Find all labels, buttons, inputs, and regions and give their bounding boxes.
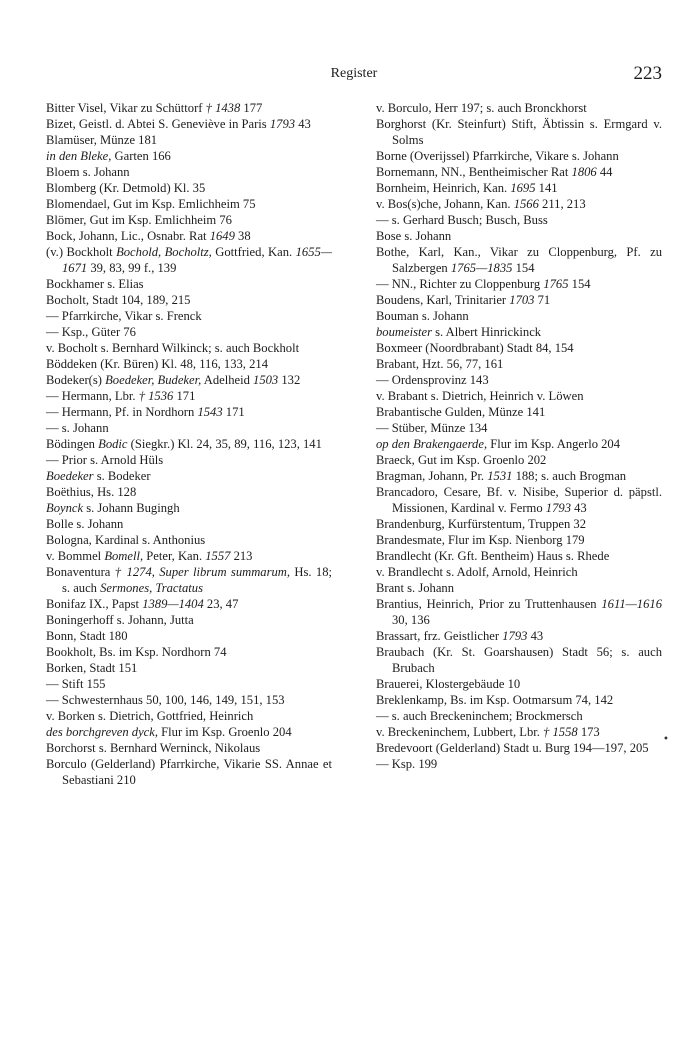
index-entry-italic-text: 1806 [571,165,597,179]
index-entry [46,532,332,548]
index-entry [46,228,332,244]
index-entry-text: Blömer, Gut im Ksp. Emlichheim 76 [46,213,232,227]
index-entry-text: — NN., Richter zu Cloppenburg [376,277,544,291]
index-entry [46,628,332,644]
index-entry-text: Brassart, frz. Geistlicher [376,629,503,643]
index-entry [46,404,332,420]
index-entry [376,452,662,468]
index-entry-text: Bock, Johann, Lic., Osnabr. Rat [46,229,210,243]
index-entry [376,164,662,180]
index-entry [46,724,332,740]
index-entry-text: Blamüser, Münze 181 [46,133,158,147]
index-entry-text: Bouman s. Johann [376,309,469,323]
index-entry-text: — Hermann, Pf. in Nordhorn [46,405,198,419]
index-entry-text: Boningerhoff s. Johann, Jutta [46,613,194,627]
index-entry-text: 171 [173,389,196,403]
index-entry-text: Bitter Visel, Vikar zu Schüttorf [46,101,206,115]
index-entry-text: — Ksp., Güter 76 [46,325,136,339]
index-entry [46,564,332,596]
index-entry-text: — Stift 155 [46,677,106,691]
page-number: 223 [633,63,662,84]
index-entry [376,468,662,484]
index-entry-italic-text: † 1438 [205,101,241,115]
index-entry-text: Borghorst (Kr. Steinfurt) Stift, Äbtissin s. Ermgard v. Solms [376,117,662,147]
index-entry-text: Blomberg (Kr. Detmold) Kl. 35 [46,181,206,195]
index-entry-italic-text: 1566 [513,197,539,211]
index-entry-italic-text: 1389—1404 [142,597,204,611]
index-entry-text: Blomendael, Gut im Ksp. Emlichheim 75 [46,197,256,211]
index-entry-text: Boudens, Karl, Trinitarier [376,293,510,307]
index-entry-italic-text: boumeister [376,325,432,339]
index-entry [376,756,662,772]
index-column-left [46,100,332,788]
index-entry [46,164,332,180]
index-entry-text: Brant s. Johann [376,581,455,595]
index-entry-text: v. Bocholt s. Bernhard Wilkinck; s. auch Bockholt [46,341,300,355]
index-entry-text: Böddeken (Kr. Büren) Kl. 48, 116, 133, 214 [46,357,268,371]
index-entry [376,724,662,740]
index-entry [376,580,662,596]
index-entry-text: Bödingen [46,437,99,451]
index-entry-text: Brabantische Gulden, Münze 141 [376,405,546,419]
index-entry-text: 44 [596,165,613,179]
index-entry-italic-text: 1793 [545,501,571,515]
index-entry [376,228,662,244]
index-entry-text: Flur im Ksp. Groenlo 204 [158,725,292,739]
index-entry [376,628,662,644]
index-entry-text: — Schwesternhaus 50, 100, 146, 149, 151, 153 [46,693,285,707]
index-entry [376,116,662,148]
index-entry [376,372,662,388]
index-entry-text: Bonn, Stadt 180 [46,629,128,643]
index-entry-italic-text: 1543 [197,405,223,419]
index-entry-italic-text: op den Brakengaerde, [376,437,488,451]
index-entry-italic-text: des borchgreven dyck, [46,725,159,739]
index-entry-text: Hs. 18; s. auch [62,565,332,595]
index-entry-italic-text: 1611—1616 [601,597,662,611]
index-entry-text: Bornemann, NN., Bentheimischer Rat [376,165,572,179]
index-entry-text: Borken, Stadt 151 [46,661,138,675]
index-entry [46,148,332,164]
index-entry-text: 71 [534,293,551,307]
index-entry-text: — s. auch Breckeninchem; Brockmersch [376,709,583,723]
index-entry-text: Breklenkamp, Bs. im Ksp. Ootmarsum 74, 142 [376,693,614,707]
index-entry-text: — Pfarrkirche, Vikar s. Frenck [46,309,202,323]
index-entry-text: — Prior s. Arnold Hüls [46,453,164,467]
index-entry-text: v. Borken s. Dietrich, Gottfried, Heinrich [46,709,254,723]
index-entry [46,180,332,196]
margin-mark: • [663,734,669,745]
index-entry [46,388,332,404]
index-entry [376,100,662,116]
index-entry-italic-text: 1557 [205,549,231,563]
index-entry [376,596,662,628]
index-entry [376,196,662,212]
index-entry [46,420,332,436]
index-entry [46,660,332,676]
index-entry-italic-text: 1649 [209,229,235,243]
running-title: Register [330,66,378,81]
index-entry [376,532,662,548]
index-columns [46,100,662,788]
index-entry-text: 173 [577,725,600,739]
index-entry-text: Bocholt, Stadt 104, 189, 215 [46,293,191,307]
index-entry-text: Garten 166 [111,149,171,163]
index-entry-italic-text: Boynck [46,501,84,515]
index-entry [46,644,332,660]
index-entry-text: 38 [234,229,251,243]
index-entry [46,756,332,788]
index-entry-text: Brandlecht (Kr. Gft. Bentheim) Haus s. Rhede [376,549,610,563]
index-entry [46,340,332,356]
index-entry-text: s. Bodeker [93,469,151,483]
index-entry-text: 188; s. auch Brogman [512,469,627,483]
index-entry [376,548,662,564]
index-entry [376,516,662,532]
index-entry-text: Braeck, Gut im Ksp. Groenlo 202 [376,453,547,467]
index-entry-text: Bloem s. Johann [46,165,130,179]
index-entry-text: — s. Gerhard Busch; Busch, Buss [376,213,548,227]
index-entry-text: 213 [230,549,253,563]
index-entry [376,212,662,228]
index-entry-text: Brancadoro, Cesare, Bf. v. Nisibe, Superior d. päpstl. Missionen, Kardinal v. Fermo [376,485,662,515]
index-entry [376,420,662,436]
index-entry-text: 154 [568,277,591,291]
index-entry [376,740,662,756]
index-entry-text: 39, 83, 99 f., 139 [87,261,177,275]
index-entry-text: 132 [278,373,301,387]
index-entry [46,324,332,340]
index-entry-italic-text: 1793 [502,629,528,643]
index-entry [376,676,662,692]
index-entry [46,612,332,628]
index-entry-text: Boxmeer (Noordbrabant) Stadt 84, 154 [376,341,574,355]
index-entry [376,404,662,420]
index-entry-text: Adelheid [201,373,254,387]
index-entry-italic-text: † 1274, Super librum summarum, [114,565,291,579]
index-entry [376,484,662,516]
index-entry-text: Bologna, Kardinal s. Anthonius [46,533,206,547]
index-entry [46,244,332,276]
index-entry-text: Brauerei, Klostergebäude 10 [376,677,521,691]
index-entry-text: Brandesmate, Flur im Ksp. Nienborg 179 [376,533,585,547]
index-entry-text: Flur im Ksp. Angerlo 204 [487,437,621,451]
index-entry-italic-text: 1765 [543,277,569,291]
index-entry [46,676,332,692]
index-entry [46,692,332,708]
index-entry-text: Bothe, Karl, Kan., Vikar zu Cloppenburg, Pf. zu Salzbergen [376,245,662,275]
index-entry-text: Bockhamer s. Elias [46,277,144,291]
index-entry [46,596,332,612]
index-entry [376,180,662,196]
index-entry-text: 177 [240,101,263,115]
index-entry-text: Brantius, Heinrich, Prior zu Truttenhausen [376,597,602,611]
index-entry-text: Bookholt, Bs. im Ksp. Nordhorn 74 [46,645,227,659]
index-entry [46,548,332,564]
index-entry-text: 30, 136 [392,613,430,627]
index-entry-text: (v.) Bockholt [46,245,117,259]
index-entry [46,452,332,468]
index-entry-text: Bodeker(s) [46,373,106,387]
index-entry-text: 171 [222,405,245,419]
index-entry [376,356,662,372]
index-entry-italic-text: 1765—1835 [450,261,513,275]
index-entry-text: Bredevoort (Gelderland) Stadt u. Burg 194—197, 205 [376,741,649,755]
index-entry-text: — Stüber, Münze 134 [376,421,488,435]
index-entry-text: v. Brandlecht s. Adolf, Arnold, Heinrich [376,565,578,579]
index-entry [46,500,332,516]
index-entry-text: — Ksp. 199 [376,757,438,771]
index-entry [376,308,662,324]
index-entry [46,212,332,228]
index-entry [376,324,662,340]
index-entry-italic-text: Boedeker [46,469,94,483]
index-entry [376,276,662,292]
index-entry-text: 43 [570,501,587,515]
index-entry-italic-text: 1531 [487,469,513,483]
index-entry-italic-text: 1703 [509,293,535,307]
index-entry [46,740,332,756]
index-entry-italic-text: 1793 [269,117,296,131]
index-entry-italic-text: Bodic [98,437,128,451]
index-entry-italic-text: 1503 [253,373,279,387]
index-entry-italic-text: 1655—1671 [62,245,332,275]
index-entry-text: Bornheim, Heinrich, Kan. [376,181,511,195]
index-entry-italic-text: in den Bleke, [46,149,112,163]
index-entry-text: Peter, Kan. [143,549,206,563]
index-entry-text: — Hermann, Lbr. [46,389,139,403]
index-entry [376,340,662,356]
index-entry [46,132,332,148]
index-entry [46,468,332,484]
index-entry-italic-text: † 1536 [138,389,174,403]
index-entry-text: Borculo (Gelderland) Pfarrkirche, Vikarie SS. Annae et Sebastiani 210 [46,757,332,787]
index-entry [376,388,662,404]
index-entry [46,308,332,324]
index-entry-text: Bolle s. Johann [46,517,124,531]
index-entry [376,644,662,676]
index-entry-text: (Siegkr.) Kl. 24, 35, 89, 116, 123, 141 [127,437,322,451]
page-header [46,60,662,86]
index-entry [46,276,332,292]
index-entry-text: v. Bos(s)che, Johann, Kan. [376,197,514,211]
index-entry [46,116,332,132]
index-entry [376,708,662,724]
index-entry-text: 23, 47 [203,597,239,611]
index-column-right [376,100,662,788]
index-entry [46,372,332,388]
index-entry [376,148,662,164]
index-entry-text: Borchorst s. Bernhard Werninck, Nikolaus [46,741,261,755]
index-entry-text: v. Borculo, Herr 197; s. auch Bronckhorst [376,101,587,115]
index-entry-text: Bose s. Johann [376,229,452,243]
index-entry [46,356,332,372]
index-entry [46,708,332,724]
index-entry-text: Boëthius, Hs. 128 [46,485,137,499]
index-entry-text: — s. Johann [46,421,109,435]
index-entry-text: Borne (Overijssel) Pfarrkirche, Vikare s. Johann [376,149,619,163]
index-entry-text: — Ordensprovinz 143 [376,373,489,387]
index-entry-italic-text: † 1558 [543,725,578,739]
index-entry-text: Braubach (Kr. St. Goarshausen) Stadt 56; s. auch Brubach [376,645,662,675]
index-entry [376,564,662,580]
index-entry-italic-text: Bochold, Bocholtz, [116,245,212,259]
index-entry-text: v. Bommel [46,549,105,563]
index-entry-italic-text: Boedeker, Budeker, [105,373,202,387]
index-entry-text: v. Brabant s. Dietrich, Heinrich v. Löwen [376,389,584,403]
index-entry-italic-text: Bomell, [104,549,144,563]
index-entry-text: 141 [535,181,558,195]
index-entry-italic-text: 1695 [510,181,536,195]
index-entry-text: Brabant, Hzt. 56, 77, 161 [376,357,504,371]
index-entry [46,436,332,452]
index-entry-text: Bragman, Johann, Pr. [376,469,488,483]
index-entry [46,292,332,308]
index-entry-text: 211, 213 [538,197,586,211]
index-entry-text: 43 [527,629,544,643]
index-entry-text: 154 [512,261,535,275]
index-entry [46,516,332,532]
index-entry [46,484,332,500]
index-entry-text: s. Johann Bugingh [83,501,180,515]
index-entry-text: s. Albert Hinrickinck [431,325,542,339]
index-entry [46,100,332,116]
index-entry-text: Bizet, Geistl. d. Abtei S. Geneviève in Paris [46,117,270,131]
index-entry-text: 43 [295,117,311,131]
index-entry [376,292,662,308]
index-entry-italic-text: Sermones, Tractatus [100,581,203,595]
index-entry-text: Bonifaz IX., Papst [46,597,143,611]
index-entry [46,196,332,212]
index-entry-text: Brandenburg, Kurfürstentum, Truppen 32 [376,517,586,531]
index-entry [376,692,662,708]
index-entry [376,244,662,276]
index-entry [376,436,662,452]
index-entry-text: Gottfried, Kan. [211,245,296,259]
index-entry-text: Bonaventura [46,565,115,579]
index-entry-text: v. Breckeninchem, Lubbert, Lbr. [376,725,544,739]
